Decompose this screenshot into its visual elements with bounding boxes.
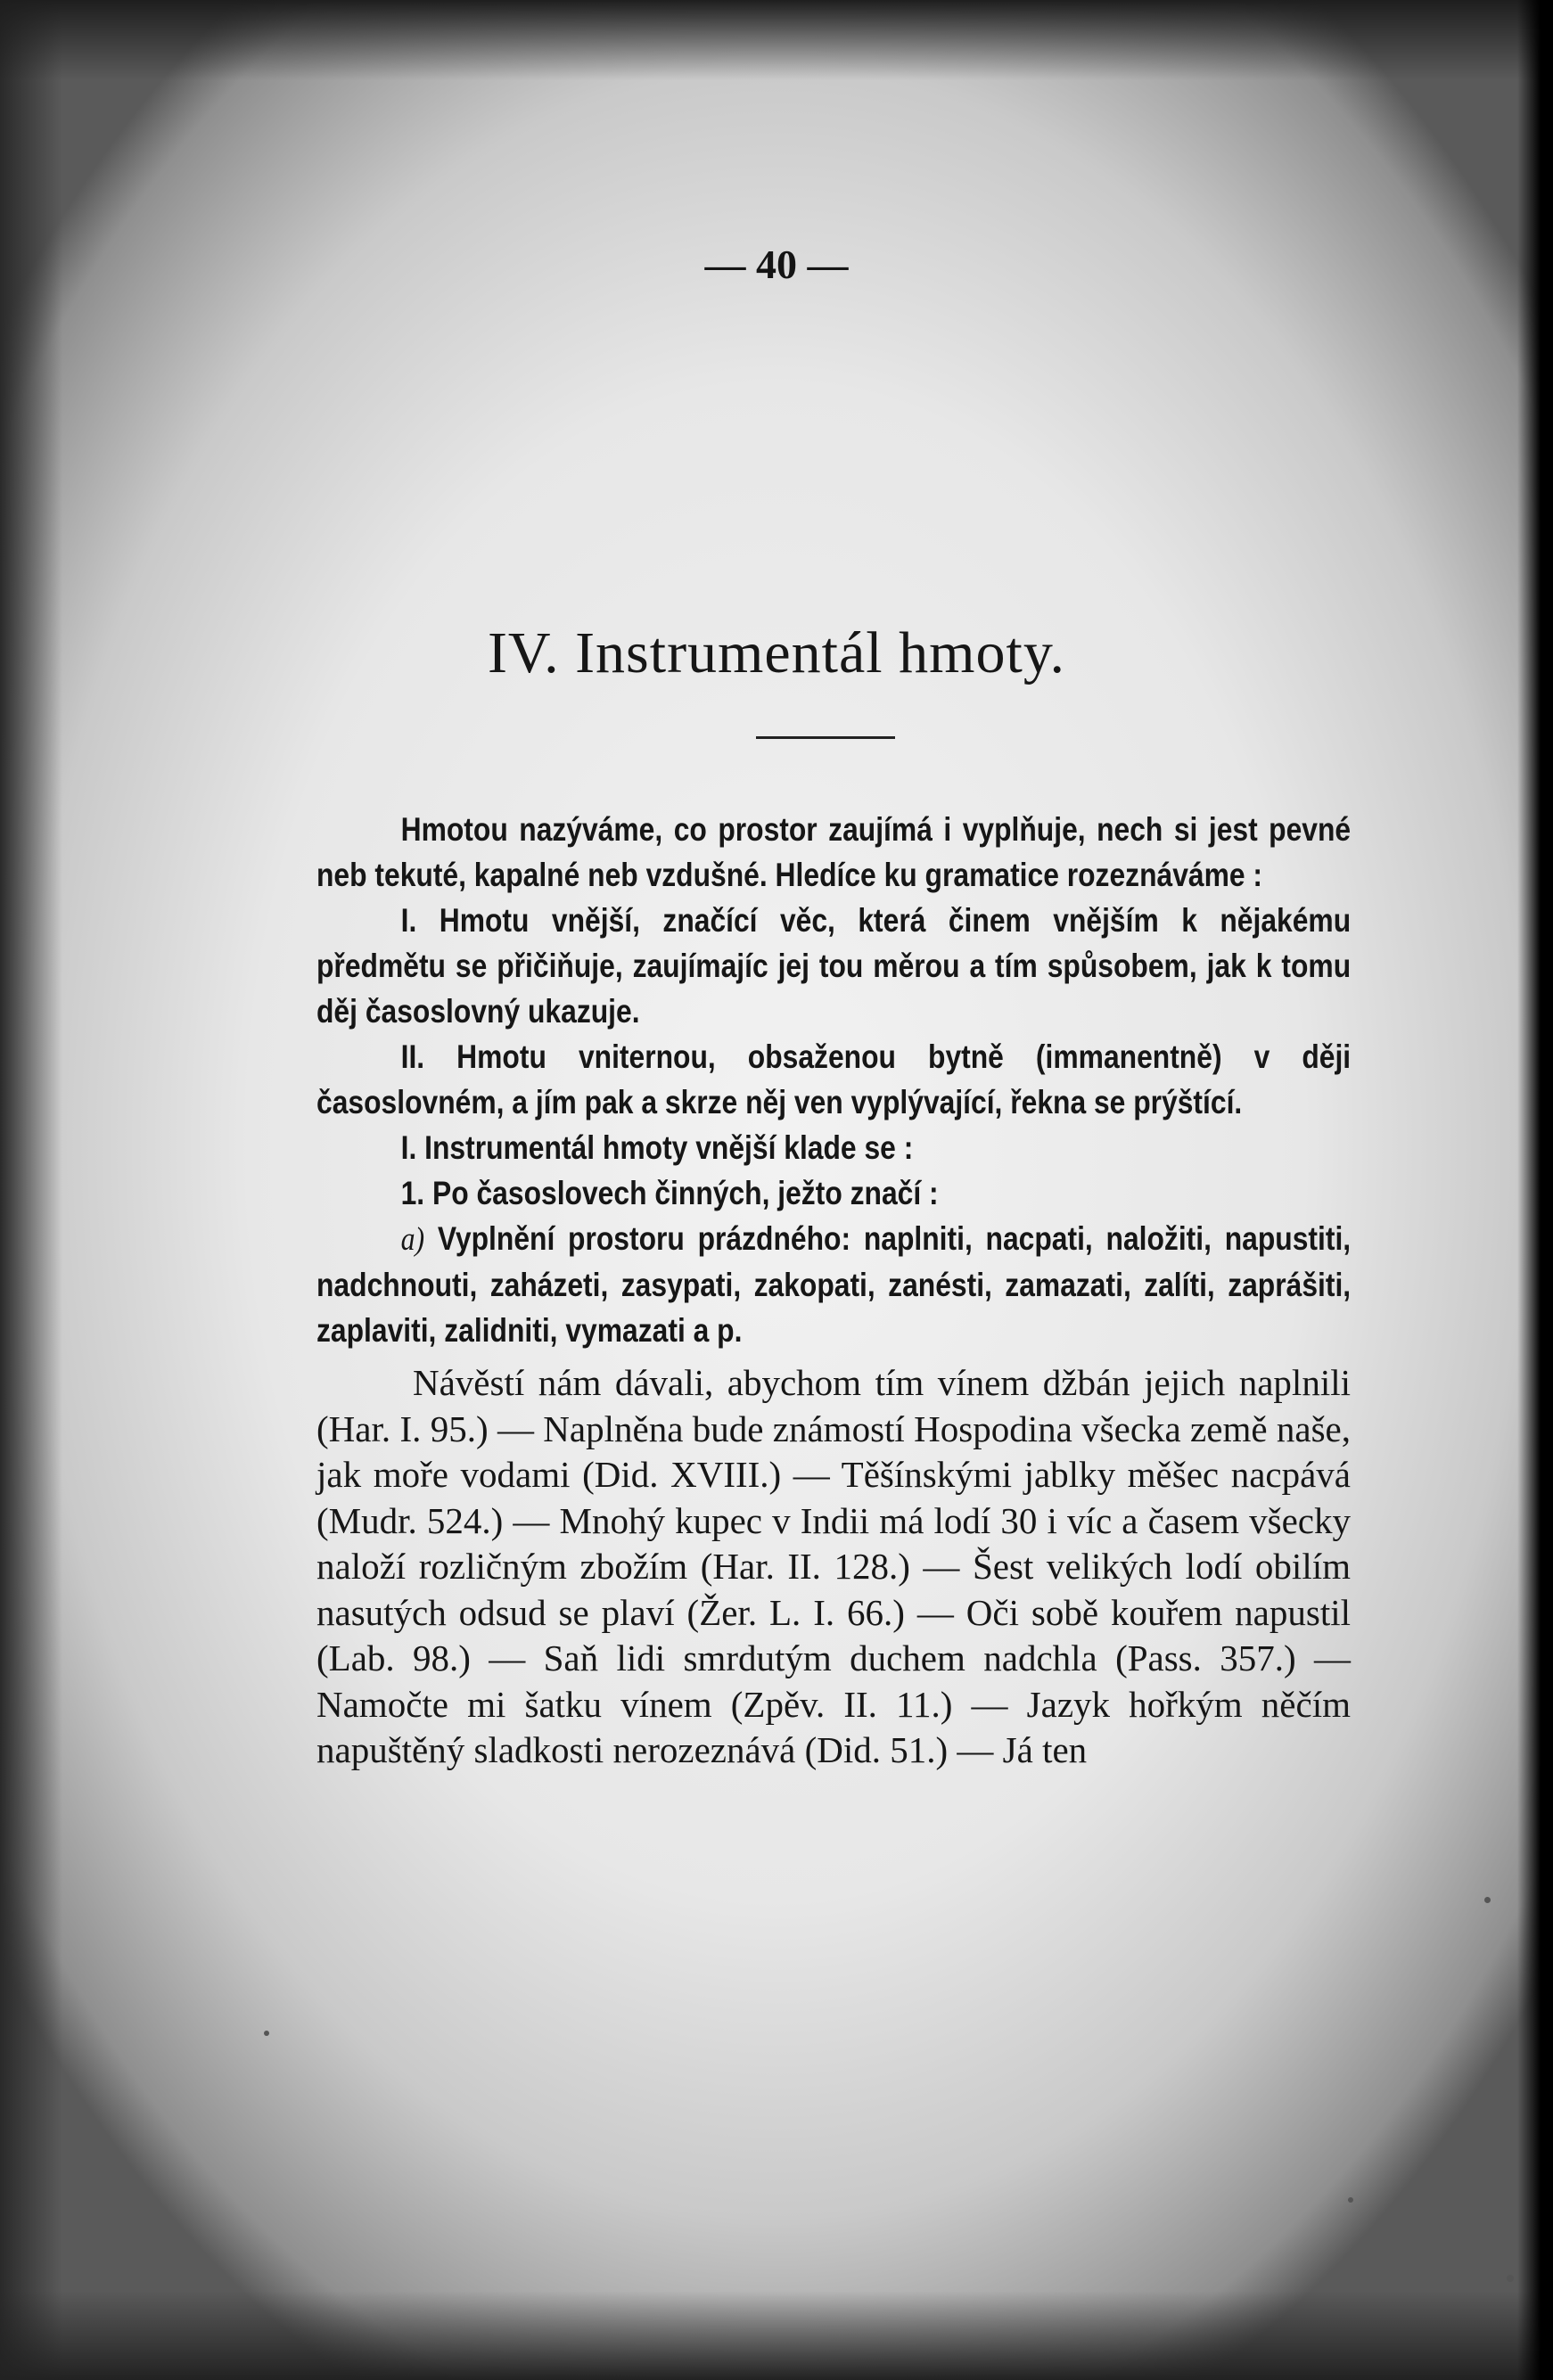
item-letter: a) [400, 1221, 425, 1258]
page-shadow-top [0, 0, 1553, 80]
item-a-paragraph [316, 1216, 1351, 1353]
examples-paragraph: Návěstí nám dávali, abychom tím vínem džbán jejich naplnili (Har. I. 95.) — Naplněna bude známostí Hospodina všecka země naše, jak moře vodami (Did. XVIII.) — Těšínskými jablky měšec nacpává (Mudr. 524.) — Mnohý kupec v Indii má lodí 30 i víc a časem všecky naloží rozličným zbožím (Har. II. 128.) — Šest velikých lodí obilím nasutých odsud se plaví (Žer. L. I. 66.) — Oči sobě kouřem napustil (Lab. 98.) — Saň lidi smrdutým duchem nadchla (Pass. 357.) — Namočte mi šatku vínem (Zpěv. II. 11.) — Jazyk hořkým něčím napuštěný sladkosti nerozeznává (Did. 51.) — Já ten [316, 1362, 1351, 1770]
scan-speck [1507, 2275, 1514, 2282]
page-binding-edge [1517, 0, 1553, 2380]
type-one-paragraph: I. Hmotu vnější, značící věc, která činem vnějším k nějakému předmětu se přičiňuje, zaujímajíc jej tou měrou a tím spůsobem, jak k tomu děj časoslovný ukazuje. [316, 902, 1352, 1030]
section-subheading: 1. Po časoslovech činných, ježto značí : [400, 1175, 939, 1211]
definitions-block [316, 807, 1351, 1353]
page-shadow-bottom [0, 2291, 1553, 2380]
chapter-title: IV. Instrumentál hmoty. [487, 620, 1066, 685]
page-body [316, 807, 1351, 1774]
intro-paragraph: Hmotou nazýváme, co prostor zaujímá i vyplňuje, nech si jest pevné neb tekuté, kapalné neb vzdušné. Hledíce ku gramatice rozeznáváme : [316, 811, 1352, 893]
title-divider [756, 736, 895, 739]
item-a-text: Vyplnění prostoru prázdného: naplniti, nacpati, naložiti, napustiti, nadchnouti, zaházeti, zasypati, zakopati, zanésti, zamazati, zalíti, zaprášiti, zaplaviti, zalidniti, vymazati a p. [316, 1220, 1352, 1349]
section-heading: I. Instrumentál hmoty vnější klade se : [400, 1129, 914, 1166]
examples-block [316, 1360, 1351, 1774]
scan-speck [264, 2031, 269, 2036]
scan-speck [1484, 1897, 1491, 1903]
scan-speck [1348, 2197, 1353, 2203]
page-shadow-left [0, 0, 62, 2380]
page-number: — 40 — [704, 242, 849, 287]
type-two-paragraph: II. Hmotu vniternou, obsaženou bytně (immanentně) v ději časoslovném, a jím pak a skrze něj ven vyplývající, řekna se prýštící. [316, 1038, 1352, 1120]
